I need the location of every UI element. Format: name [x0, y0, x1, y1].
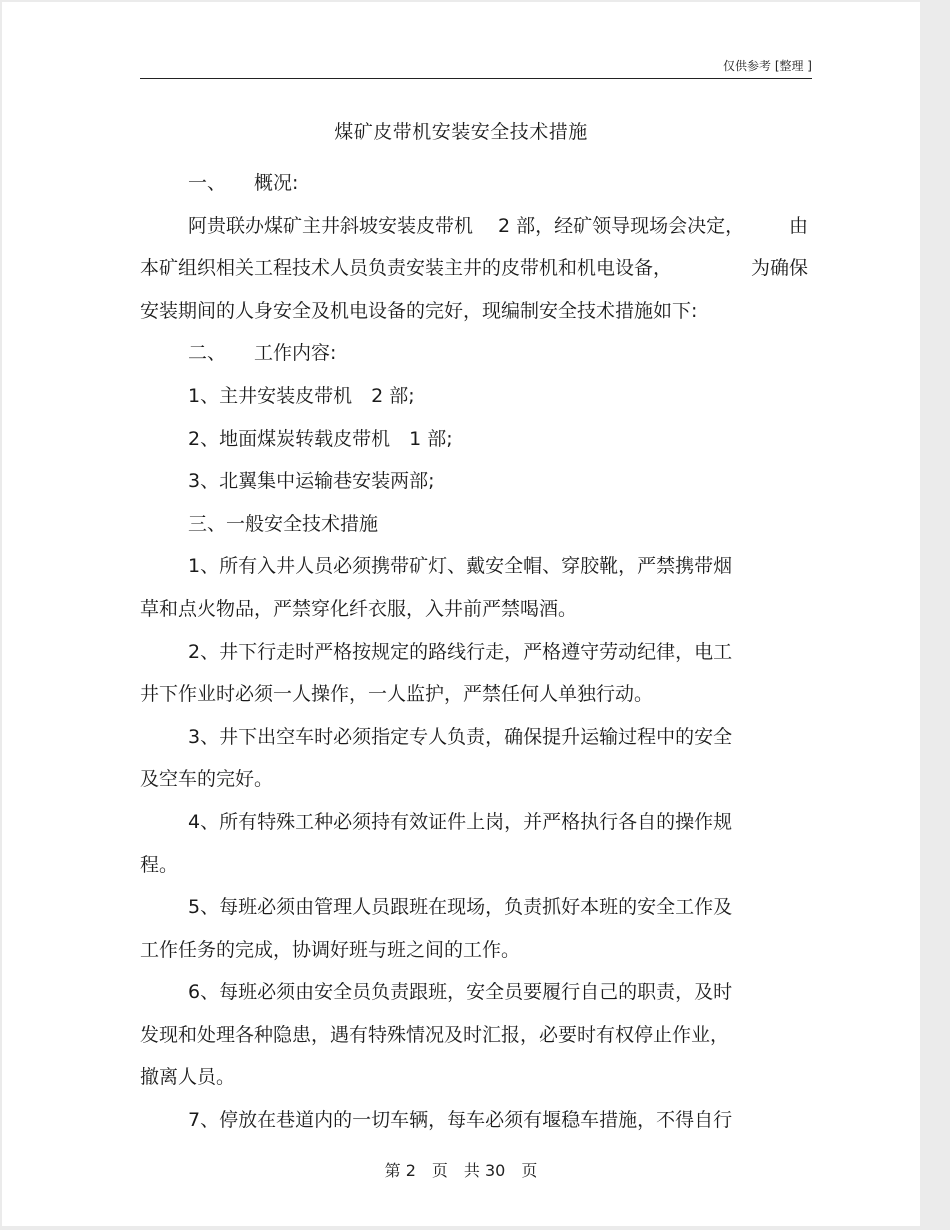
paragraph-line: [140, 205, 812, 248]
text-segment: 阿贵联办煤矿主井斜坡安装皮带机 2 部，经矿领导现场会决定，: [188, 214, 745, 237]
paragraph-line: 及空车的完好。: [140, 768, 274, 791]
section-number: 一、: [188, 172, 227, 194]
paragraph-line: 撤离人员。: [140, 1066, 236, 1089]
paragraph-line: 安装期间的人身安全及机电设备的完好，现编制安全技术措施如下:: [140, 299, 698, 322]
list-item: 3、北翼集中运输巷安装两部;: [188, 470, 435, 493]
section-title: 工作内容:: [254, 342, 337, 365]
justified-line: [188, 205, 808, 248]
section-heading: [140, 162, 812, 205]
paragraph-line: 7、停放在巷道内的一切车辆，每车必须有堰稳车措施，不得自行: [188, 1109, 733, 1132]
section-heading: [140, 332, 812, 375]
text-segment: 本矿组织相关工程技术人员负责安装主井的皮带机和机电设备，: [140, 257, 673, 280]
paragraph-line: 草和点火物品，严禁穿化纤衣服，入井前严禁喝酒。: [140, 597, 578, 620]
page-footer: 第 2 页 共 30 页: [384, 1161, 538, 1180]
paragraph-line: 2、井下行走时严格按规定的路线行走，严格遵守劳动纪律，电工: [188, 640, 733, 663]
header-divider: [140, 78, 812, 79]
paragraph-line: 发现和处理各种隐患，遇有特殊情况及时汇报，必要时有权停止作业，: [140, 1023, 730, 1046]
header-note: 仅供参考 [整理 ]: [723, 59, 812, 73]
document-page: [2, 2, 920, 1226]
text-segment: 为确保: [750, 257, 808, 280]
justified-line: [140, 247, 808, 290]
section-title: 概况:: [254, 172, 299, 194]
list-item: 1、主井安装皮带机 2 部;: [188, 384, 415, 407]
paragraph-line: 3、井下出空车时必须指定专人负责，确保提升运输过程中的安全: [188, 725, 733, 748]
text-segment: 由: [788, 214, 808, 237]
section-heading: 三、一般安全技术措施: [188, 512, 379, 535]
paragraph-line: 5、每班必须由管理人员跟班在现场，负责抓好本班的安全工作及: [188, 896, 733, 919]
paragraph-line: 6、每班必须由安全员负责跟班，安全员要履行自己的职责，及时: [188, 981, 733, 1004]
paragraph-line: 工作任务的完成，协调好班与班之间的工作。: [140, 938, 521, 961]
section-number: 二、: [188, 342, 227, 365]
document-body: [140, 162, 812, 1142]
list-item: 2、地面煤炭转载皮带机 1 部;: [188, 427, 453, 450]
paragraph-line: 程。: [140, 853, 179, 876]
paragraph-line: 井下作业时必须一人操作，一人监护，严禁任何人单独行动。: [140, 683, 654, 706]
paragraph-line: 1、所有入井人员必须携带矿灯、戴安全帽、穿胶靴，严禁携带烟: [188, 555, 733, 578]
document-title: 煤矿皮带机安装安全技术措施: [334, 121, 588, 143]
paragraph-line: [140, 247, 812, 290]
paragraph-line: 4、所有特殊工种必须持有效证件上岗，并严格执行各自的操作规: [188, 810, 733, 833]
